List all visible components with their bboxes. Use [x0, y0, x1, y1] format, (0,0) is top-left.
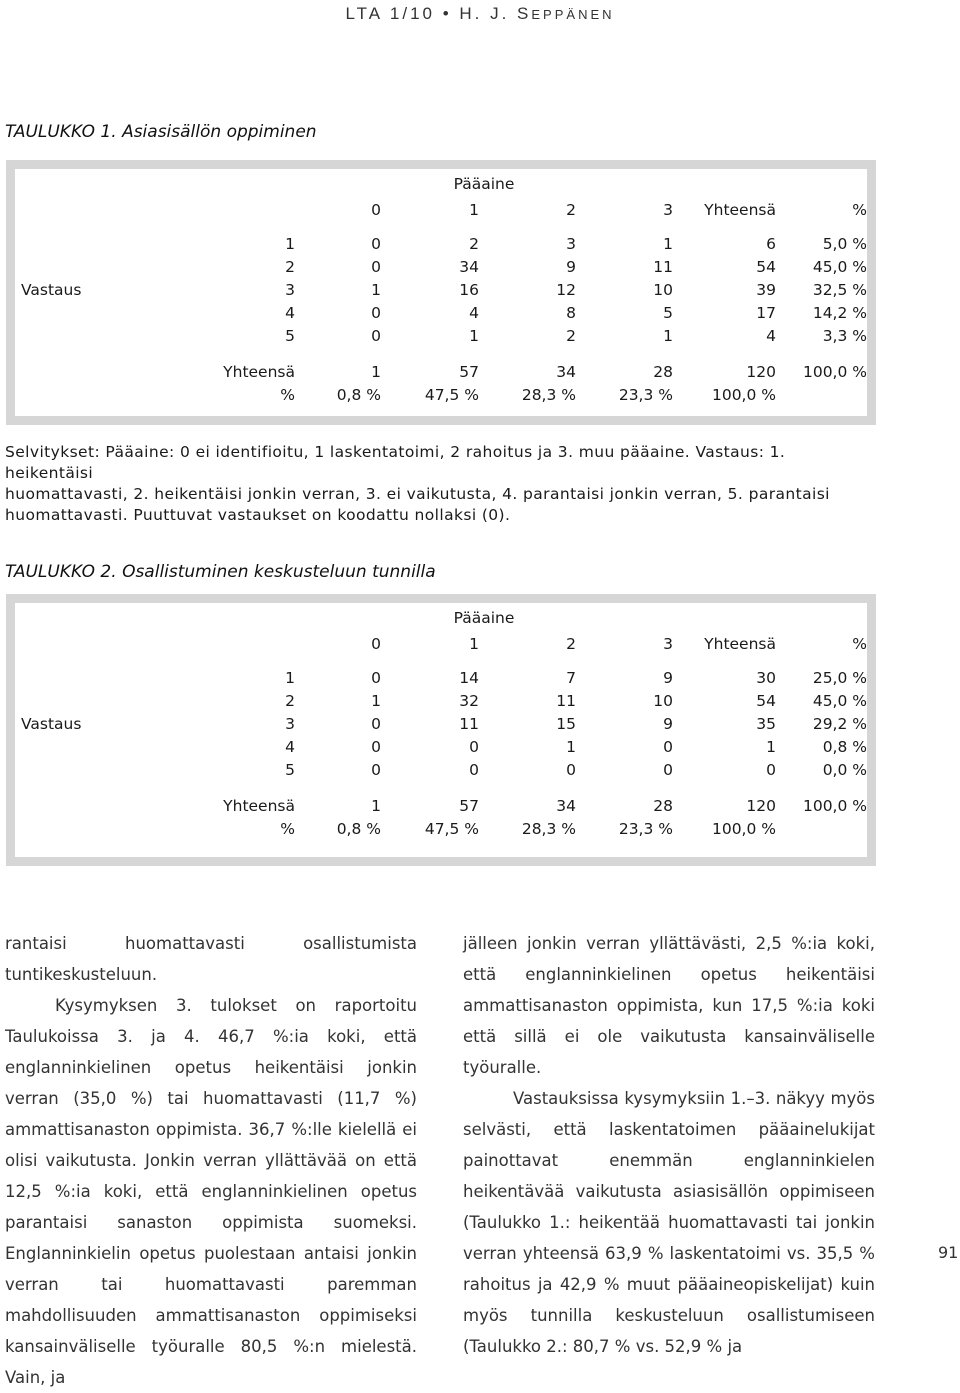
table-cell: 34 [459, 258, 479, 276]
table-row [15, 713, 867, 736]
table-cell: 1 [371, 692, 381, 710]
table-cell: 0 [766, 761, 776, 779]
table1-col-header: % [852, 201, 867, 219]
table-cell: 11 [459, 715, 479, 733]
table-cell: 35 [756, 715, 776, 733]
table-cell: 17 [756, 304, 776, 322]
table1-group-header: Pääaine [453, 175, 515, 193]
table-cell: 0 [371, 235, 381, 253]
table-cell: 0 [371, 304, 381, 322]
row-label: 5 [285, 761, 295, 779]
table-cell: 23,3 % [618, 386, 673, 404]
table-cell: 28 [653, 797, 673, 815]
table-cell: 57 [459, 797, 479, 815]
table1-col-header: 3 [663, 201, 673, 219]
row-group-label: Vastaus [21, 281, 82, 299]
table-cell: 0 [371, 258, 381, 276]
table-row [15, 325, 867, 348]
table-row [15, 256, 867, 279]
table-cell: 1 [663, 327, 673, 345]
table2-group-header: Pääaine [453, 609, 515, 627]
table-cell: 25,0 % [812, 669, 867, 687]
table-cell: 28,3 % [521, 386, 576, 404]
table-cell: 57 [459, 363, 479, 381]
table-cell: 0 [469, 761, 479, 779]
table-cell: 8 [566, 304, 576, 322]
table1-caption [5, 122, 317, 142]
table-cell: 4 [469, 304, 479, 322]
table-cell: 28 [653, 363, 673, 381]
notes-line: huomattavasti. Puuttuvat vastaukset on koodattu nollaksi (0). [5, 506, 511, 524]
table-cell: 39 [756, 281, 776, 299]
table-cell: 10 [653, 281, 673, 299]
table-cell: 34 [556, 797, 576, 815]
body-column-right [463, 928, 875, 1362]
table-cell: 0,8 % [336, 386, 381, 404]
table-cell: 12 [556, 281, 576, 299]
table1-col-header: 2 [566, 201, 576, 219]
table-cell: 1 [663, 235, 673, 253]
body-paragraph: Vastauksissa kysymyksiin 1.–3. näkyy myös selvästi, että laskentatoimen pääainelukijat painottavat enemmän englanninkielen heikentävää vaikutusta asiasisällön oppimiseen (Taulukko 1.: heikentää huomattavasti tai jonkin verran yhteensä 63,9 % laskentatoimi vs. 35,5 % rahoitus ja 42,9 % muut pääaineopiskelijat) kuin myös tunnilla keskusteluun osallistumiseen (Taulukko 2.: 80,7 % vs. 52,9 % ja [463, 1089, 875, 1356]
table-cell: 0 [371, 738, 381, 756]
row-label: 2 [285, 258, 295, 276]
notes-line: Selvitykset: Pääaine: 0 ei identifioitu, 1 laskentatoimi, 2 rahoitus ja 3. muu pääaine. Vastaus: 1. heikentäisi [5, 443, 786, 482]
table-cell: 5 [663, 304, 673, 322]
table-cell: 0 [663, 761, 673, 779]
table-cell: 14 [459, 669, 479, 687]
body-column-left [5, 928, 417, 1393]
table-cell: 10 [653, 692, 673, 710]
table-row [15, 302, 867, 325]
table-cell: 2 [469, 235, 479, 253]
table-cell: 54 [756, 692, 776, 710]
table2-col-header: % [852, 635, 867, 653]
table-cell: 47,5 % [424, 386, 479, 404]
table-cell: 0 [371, 715, 381, 733]
row-label: 3 [285, 281, 295, 299]
table1-caption-title: Asiasisällön oppiminen [122, 122, 317, 142]
table-cell: 0 [566, 761, 576, 779]
table2-column-headers [15, 633, 867, 656]
table-row [15, 736, 867, 759]
table2-col-header: 1 [469, 635, 479, 653]
table-cell: 3 [566, 235, 576, 253]
table-cell: 7 [566, 669, 576, 687]
table-cell: 23,3 % [618, 820, 673, 838]
table1 [15, 169, 867, 407]
table-cell: 14,2 % [812, 304, 867, 322]
running-header [0, 4, 960, 24]
notes-line: huomattavasti, 2. heikentäisi jonkin verran, 3. ei vaikutusta, 4. parantaisi jonkin verran, 5. parantaisi [5, 485, 830, 503]
total-label: Yhteensä [223, 363, 295, 381]
table2-caption-label: TAULUKKO 2. [5, 562, 117, 582]
row-label: 3 [285, 715, 295, 733]
header-author-initial: S [517, 4, 532, 23]
table-cell: 120 [746, 363, 776, 381]
table-cell: 11 [556, 692, 576, 710]
table-cell: 29,2 % [812, 715, 867, 733]
table-cell: 1 [469, 327, 479, 345]
table-cell: 34 [556, 363, 576, 381]
table-row [15, 759, 867, 782]
table-cell: 1 [766, 738, 776, 756]
table-cell: 3,3 % [822, 327, 867, 345]
table-cell: 47,5 % [424, 820, 479, 838]
row-group-label: Vastaus [21, 715, 82, 733]
table-cell: 6 [766, 235, 776, 253]
row-label: 1 [285, 669, 295, 687]
table-row [15, 233, 867, 256]
table2-box [6, 594, 876, 866]
table-row [15, 279, 867, 302]
table1-col-header: Yhteensä [704, 201, 776, 219]
table-pct-row [15, 818, 867, 841]
table1-column-headers [15, 199, 867, 222]
table-cell: 1 [371, 281, 381, 299]
row-label: 4 [285, 304, 295, 322]
table-cell: 100,0 % [711, 820, 776, 838]
table1-col-header: 1 [469, 201, 479, 219]
table1-col-header: 0 [371, 201, 381, 219]
table2-col-header: 0 [371, 635, 381, 653]
table-cell: 28,3 % [521, 820, 576, 838]
table-cell: 9 [663, 669, 673, 687]
table-cell: 9 [663, 715, 673, 733]
table-cell: 0 [663, 738, 673, 756]
header-prefix: LTA 1/10 • H. J. [345, 4, 518, 23]
table-cell: 100,0 % [802, 797, 867, 815]
table-cell: 45,0 % [812, 258, 867, 276]
table-cell: 100,0 % [711, 386, 776, 404]
body-paragraph: rantaisi huomattavasti osallistumista tuntikeskusteluun. [5, 934, 417, 984]
table-cell: 45,0 % [812, 692, 867, 710]
table-cell: 0,0 % [822, 761, 867, 779]
table-cell: 120 [746, 797, 776, 815]
table-cell: 9 [566, 258, 576, 276]
table-cell: 1 [371, 797, 381, 815]
table-cell: 0 [371, 327, 381, 345]
table-pct-row [15, 384, 867, 407]
body-paragraph: jälleen jonkin verran yllättävästi, 2,5 %:ia koki, että englanninkielinen opetus heikentäisi ammattisanaston oppimista, kun 17,5 %:ia koki että sillä ei ole vaikutusta kansainväliselle työuralle. [463, 934, 875, 1077]
table-cell: 5,0 % [822, 235, 867, 253]
table-cell: 0,8 % [822, 738, 867, 756]
table-cell: 0,8 % [336, 820, 381, 838]
table-cell: 16 [459, 281, 479, 299]
table-cell: 1 [371, 363, 381, 381]
pct-label: % [280, 820, 295, 838]
row-label: 4 [285, 738, 295, 756]
table-cell: 15 [556, 715, 576, 733]
table2-col-header: Yhteensä [704, 635, 776, 653]
page-number: 91 [938, 1243, 959, 1262]
table-cell: 54 [756, 258, 776, 276]
table-cell: 0 [371, 761, 381, 779]
table-row [15, 690, 867, 713]
body-paragraph: Kysymyksen 3. tulokset on raportoitu Taulukoissa 3. ja 4. 46,7 %:ia koki, että englanninkielinen opetus heikentäisi jonkin verran (35,0 %) tai huomattavasti (11,7 %) ammattisanaston oppimista. 36,7 %:lle kielellä ei olisi vaikutusta. Jonkin verran yllättävää on että 12,5 %:ia koki, että englanninkielinen opetus parantaisi sanaston oppimista suomeksi. Englanninkielin opetus puolestaan antaisi jonkin verran tai huomattavasti paremman mahdollisuuden ammattisanaston oppimiseksi kansainväliselle työuralle 80,5 %:n mielestä. Vain, ja [5, 996, 417, 1387]
table1-notes [5, 442, 877, 526]
table-cell: 100,0 % [802, 363, 867, 381]
pct-label: % [280, 386, 295, 404]
table2-caption-title: Osallistuminen keskusteluun tunnilla [122, 562, 436, 582]
table-cell: 0 [371, 669, 381, 687]
header-author-rest: EPPÄNEN [531, 7, 615, 22]
table-row [15, 667, 867, 690]
row-label: 5 [285, 327, 295, 345]
table-cell: 2 [566, 327, 576, 345]
total-label: Yhteensä [223, 797, 295, 815]
row-label: 2 [285, 692, 295, 710]
table2 [15, 603, 867, 841]
table-cell: 0 [469, 738, 479, 756]
table-cell: 1 [566, 738, 576, 756]
table1-box [6, 160, 876, 425]
table-cell: 32,5 % [812, 281, 867, 299]
table-total-row [15, 361, 867, 384]
table1-caption-label: TAULUKKO 1. [5, 122, 117, 142]
table2-col-header: 2 [566, 635, 576, 653]
table-cell: 11 [653, 258, 673, 276]
table2-col-header: 3 [663, 635, 673, 653]
table-total-row [15, 795, 867, 818]
table-cell: 4 [766, 327, 776, 345]
table-cell: 32 [459, 692, 479, 710]
table-cell: 30 [756, 669, 776, 687]
row-label: 1 [285, 235, 295, 253]
table2-caption [5, 562, 436, 582]
